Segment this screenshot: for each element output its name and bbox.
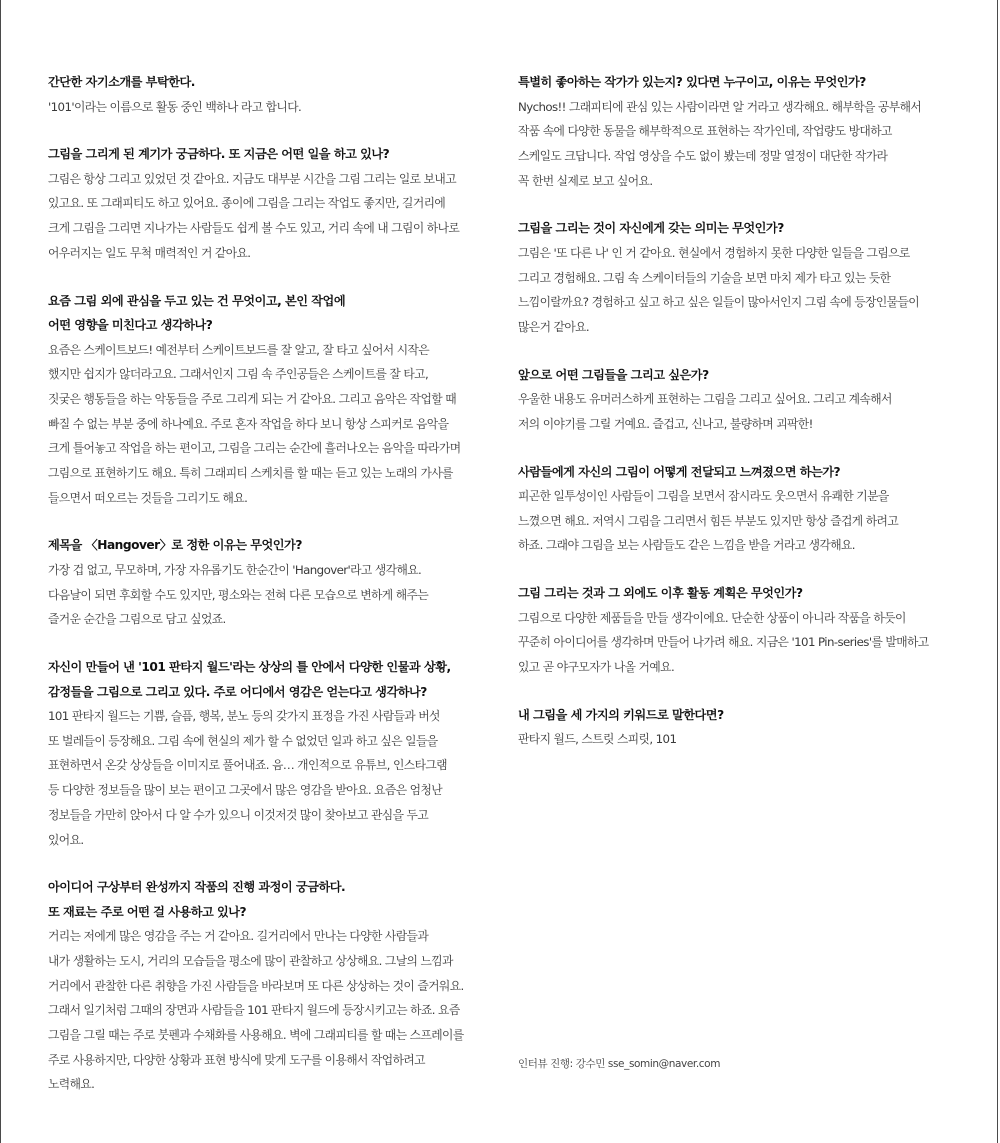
qa-item [48, 655, 496, 852]
interview-credit: 인터뷰 진행: 강수민 sse_somin@naver.com [518, 1058, 721, 1070]
question: 내 그림을 세 가지의 키워드로 말한다면? [518, 707, 724, 722]
qa-item [518, 460, 950, 559]
answer: 그림은 항상 그리고 있었던 것 같아요. 지금도 대부분 시간을 그림 그리는 일로 보내고 있고요. 또 그래피티도 하고 있어요. 종이에 그림을 그리는 작업도 좋지만, 길거리에 크게 그림을 그리면 지나가는 사람들도 쉽게 볼 수도 있고, 거리 속에 내 그림이 하나로 어우러지는 일도 무척 매력적인 거 같아요. [48, 171, 460, 260]
qa-item [518, 581, 950, 680]
answer: 거리는 저에게 많은 영감을 주는 거 같아요. 길거리에서 만나는 다양한 사람들과 내가 생활하는 도시, 거리의 모습들을 평소에 많이 관찰하고 상상해요. 그날의 느낌과 거리에서 관찰한 다른 취향을 가진 사람들을 바라보며 또 다른 상상하는 것이 즐거워요. 그래서 일기처럼 그때의 장면과 사람들을 101 판타지 월드에 등장시키고는 하죠. 요즘 그림을 그릴 때는 주로 붓펜과 수채화를 사용해요. 벽에 그래피티를 할 때는 스프레이를 주로 사용하지만, 다양한 상황과 표현 방식에 맞게 도구를 이용해서 작업하려고 노력해요. [48, 929, 464, 1092]
question: 그림을 그리게 된 계기가 궁금하다. 또 지금은 어떤 일을 하고 있나? [48, 147, 390, 162]
answer: 가장 겁 없고, 무모하며, 가장 자유롭기도 한순간이 'Hangover'라고 생각해요. 다음날이 되면 후회할 수도 있지만, 평소와는 전혀 다른 모습으로 변하게 해주는 즐거운 순간을 그림으로 담고 싶었죠. [48, 562, 429, 627]
qa-item [48, 289, 496, 511]
question: 아이디어 구상부터 완성까지 작품의 진행 과정이 궁금하다. 또 재료는 주로 어떤 걸 사용하고 있나? [48, 880, 346, 919]
question: 그림을 그리는 것이 자신에게 갖는 의미는 무엇인가? [518, 221, 784, 236]
answer: 그림으로 다양한 제품들을 만들 생각이에요. 단순한 상품이 아니라 작품을 하듯이 꾸준히 아이디어를 생각하며 만들어 나가려 해요. 지금은 '101 Pin-series'를 발매하고 있고 곧 야구모자가 나올 거예요. [518, 610, 929, 675]
question: 자신이 만들어 낸 '101 판타지 월드'라는 상상의 틀 안에서 다양한 인물과 상황, 감정들을 그림으로 그리고 있다. 주로 어디에서 영감은 얻는다고 생각하나? [48, 660, 451, 699]
left-column [48, 70, 496, 1120]
answer: 피곤한 일투성이인 사람들이 그림을 보면서 잠시라도 웃으면서 유쾌한 기분을 느꼈으면 해요. 저역시 그림을 그리면서 힘든 부분도 있지만 항상 즐겁게 하려고 하죠. 그래야 그림을 보는 사람들도 같은 느낌을 받을 거라고 생각해요. [518, 489, 899, 553]
qa-item [48, 533, 496, 632]
qa-item [518, 363, 950, 437]
question: 제목을 〈Hangover〉로 정한 이유는 무엇인가? [48, 538, 302, 553]
answer: 101 판타지 월드는 기쁨, 슬픔, 행복, 분노 등의 갖가지 표정을 가진 사람들과 버섯 또 벌레들이 등장해요. 그림 속에 현실의 제가 할 수 없었던 일과 하고 싶은 일들을 표현하면서 온갖 상상들을 이미지로 풀어내죠. 음… 개인적으로 유튜브, 인스타그램 등 다양한 정보들을 많이 보는 편이고 그곳에서 많은 영감을 받아요. 요즘은 엄청난 정보들을 가만히 앉아서 다 알 수가 있으니 이것저것 많이 찾아보고 관심을 두고 있어요. [48, 709, 447, 847]
qa-item [48, 142, 496, 265]
answer: 그림은 '또 다른 나' 인 거 같아요. 현실에서 경험하지 못한 다양한 일들을 그림으로 그리고 경험해요. 그림 속 스케이터들의 기술을 보면 마치 제가 타고 있는 듯한 느낌이랄까요? 경험하고 싶고 하고 싶은 일들이 많아서인지 그림 속에 등장인물들이 많은거 같아요. [518, 245, 920, 334]
right-column [518, 70, 950, 775]
answer: Nychos!! 그래피티에 관심 있는 사람이라면 알 거라고 생각해요. 해부학을 공부해서 작품 속에 다양한 동물을 해부학적으로 표현하는 작가인데, 작업량도 방대하고 스케일도 크답니다. 작업 영상을 수도 없이 봤는데 정말 열정이 대단한 작가라 꼭 한번 실제로 보고 싶어요. [518, 99, 922, 188]
question: 사람들에게 자신의 그림이 어떻게 전달되고 느껴졌으면 하는가? [518, 464, 841, 479]
qa-item [48, 875, 496, 1097]
answer: '101'이라는 이름으로 활동 중인 백하나 라고 합니다. [48, 99, 302, 114]
answer: 요즘은 스케이트보드! 예전부터 스케이트보드를 잘 알고, 잘 타고 싶어서 시작은 했지만 쉽지가 않더라고요. 그래서인지 그림 속 주인공들은 스케이트를 잘 타고, 짓궂은 행동들을 하는 악동들을 주로 그리게 되는 거 같아요. 그리고 음악은 작업할 때 빠질 수 없는 부분 중에 하나예요. 주로 혼자 작업을 하다 보니 항상 스피커로 음악을 크게 틀어놓고 작업을 하는 편이고, 그림을 그리는 순간에 흘러나오는 음악을 따라가며 그림으로 표현하기도 해요. 특히 그래피티 스케치를 할 때는 듣고 있는 노래의 가사를 들으면서 떠오르는 것들을 그리기도 해요. [48, 342, 461, 505]
answer: 우울한 내용도 유머러스하게 표현하는 그림을 그리고 싶어요. 그리고 계속해서 저의 이야기를 그릴 거예요. 즐겁고, 신나고, 불량하며 괴팍한! [518, 392, 892, 431]
question: 앞으로 어떤 그림들을 그리고 싶은가? [518, 367, 709, 382]
question: 특별히 좋아하는 작가가 있는지? 있다면 누구이고, 이유는 무엇인가? [518, 75, 866, 89]
qa-item [48, 70, 496, 119]
qa-item [518, 703, 950, 752]
question: 간단한 자기소개를 부탁한다. [48, 75, 195, 89]
qa-item [518, 70, 950, 193]
qa-item [518, 216, 950, 339]
answer: 판타지 월드, 스트릿 스피릿, 101 [518, 732, 677, 747]
question: 그림 그리는 것과 그 외에도 이후 활동 계획은 무엇인가? [518, 586, 803, 601]
question: 요즘 그림 외에 관심을 두고 있는 건 무엇이고, 본인 작업에 어떤 영향을 미친다고 생각하나? [48, 293, 346, 333]
